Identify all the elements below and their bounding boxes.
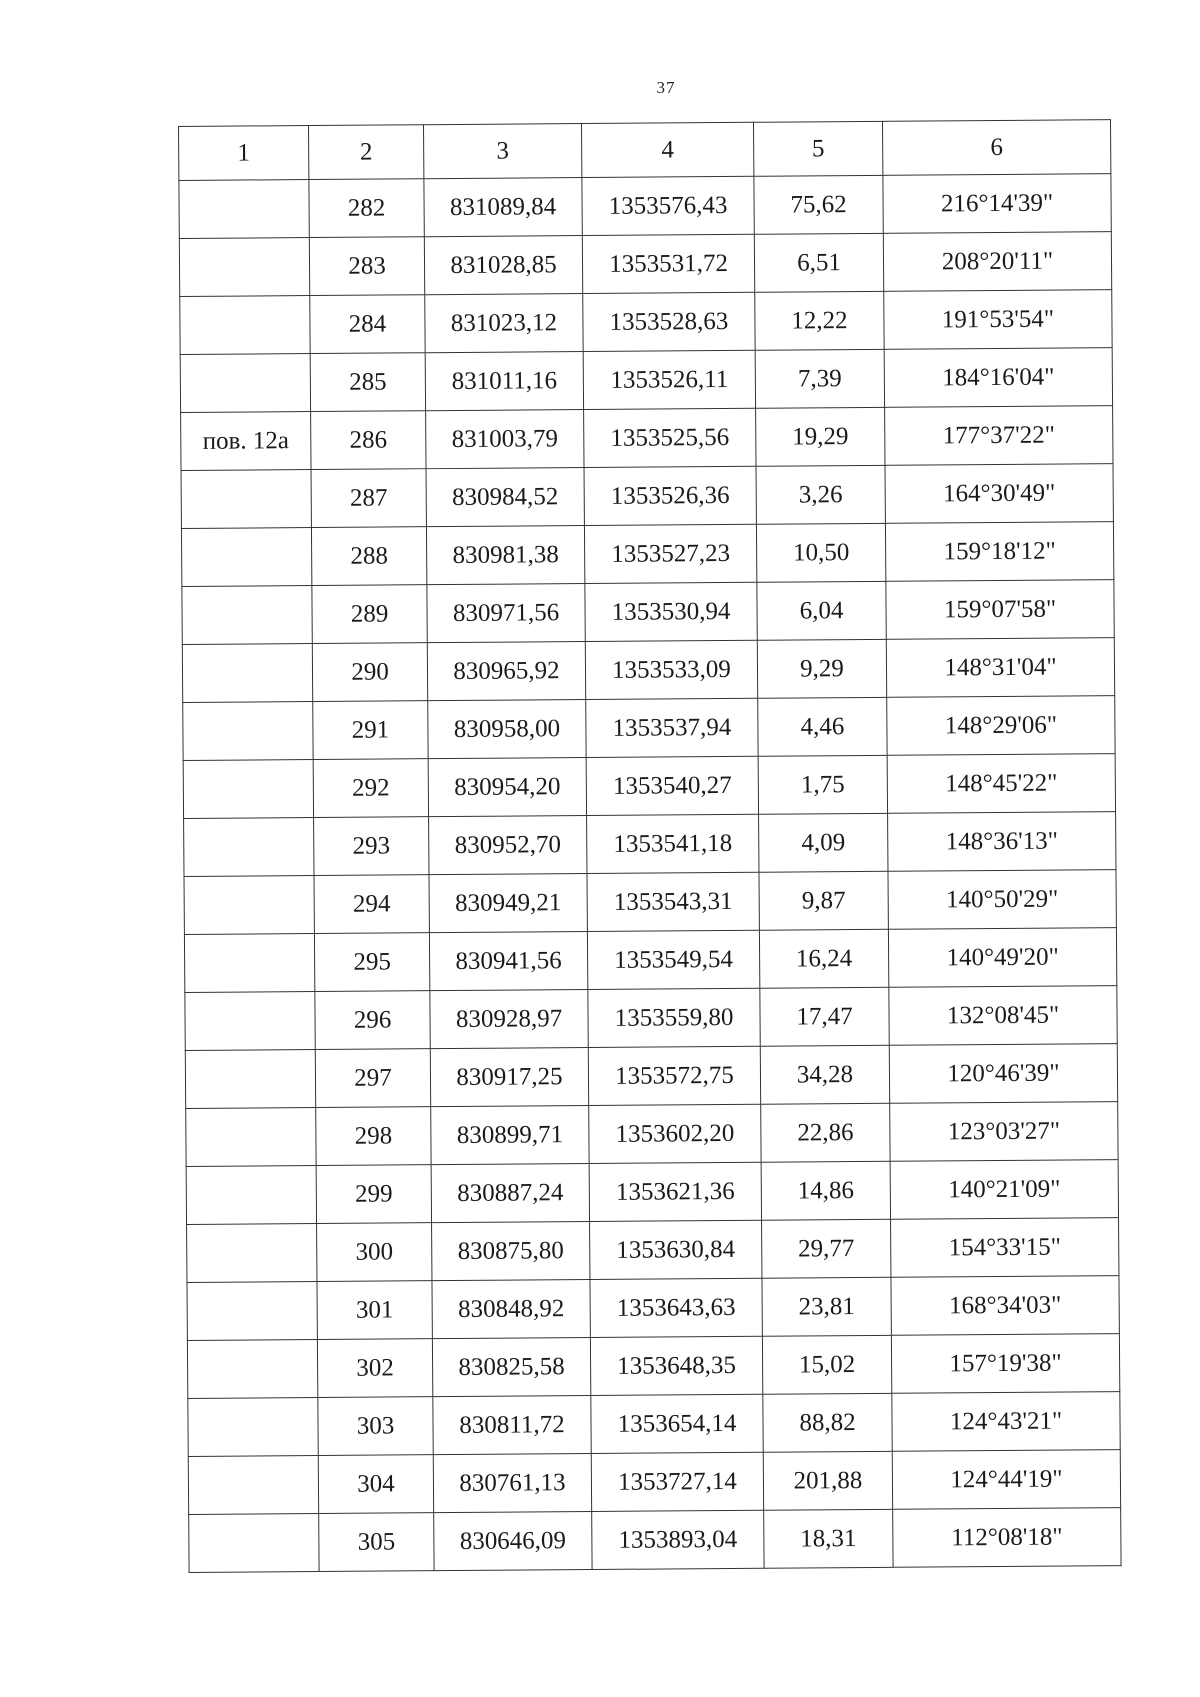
coordinates-table-container [178,119,1121,1573]
bearing-cell: 148°29'06" [887,696,1115,756]
page-number: 37 [656,78,676,97]
column-header: 1 [179,126,309,181]
y-coordinate-cell: 1353654,14 [591,1394,763,1453]
point-number-cell: 296 [315,991,430,1050]
bearing-cell: 157°19'38" [891,1334,1119,1394]
table-row [182,638,1114,703]
point-number-cell: 285 [310,353,425,412]
turn-label-cell [186,1108,316,1167]
x-coordinate-cell: 830928,97 [430,990,588,1049]
x-coordinate-cell: 830761,13 [433,1454,591,1513]
point-number-cell: 299 [316,1165,431,1224]
y-coordinate-cell: 1353572,75 [588,1046,760,1105]
point-number-cell: 284 [310,295,425,354]
distance-cell: 16,24 [759,929,888,988]
bearing-cell: 164°30'49" [885,464,1113,524]
y-coordinate-cell: 1353541,18 [587,814,759,873]
point-number-cell: 304 [318,1455,433,1514]
bearing-cell: 191°53'54" [884,290,1112,350]
table-header-row [179,120,1111,181]
point-number-cell: 300 [317,1223,432,1282]
table-row [180,290,1112,355]
x-coordinate-cell: 830887,24 [431,1164,589,1223]
y-coordinate-cell: 1353528,63 [583,292,755,351]
table-row [184,870,1116,935]
y-coordinate-cell: 1353549,54 [587,930,759,989]
distance-cell: 23,81 [762,1277,891,1336]
table-row [182,580,1114,645]
distance-cell: 201,88 [763,1451,892,1510]
point-number-cell: 293 [314,817,429,876]
x-coordinate-cell: 830981,38 [426,526,584,585]
coordinates-table [178,119,1122,1573]
distance-cell: 12,22 [755,291,884,350]
y-coordinate-cell: 1353526,11 [583,350,755,409]
distance-cell: 4,09 [759,813,888,872]
x-coordinate-cell: 830949,21 [429,874,587,933]
table-row [181,464,1113,529]
table-row [186,1160,1118,1225]
bearing-cell: 140°21'09" [890,1160,1118,1220]
y-coordinate-cell: 1353576,43 [582,176,754,235]
turn-label-cell [187,1340,317,1399]
point-number-cell: 283 [309,237,424,296]
table-row [181,522,1113,587]
point-number-cell: 287 [311,469,426,528]
point-number-cell: 286 [311,411,426,470]
x-coordinate-cell: 831023,12 [425,294,583,353]
table-row [184,812,1116,877]
bearing-cell: 159°07'58" [886,580,1114,640]
distance-cell: 1,75 [758,755,887,814]
table-row [187,1218,1119,1283]
turn-label-cell [179,180,309,239]
distance-cell: 29,77 [762,1219,891,1278]
x-coordinate-cell: 830825,58 [432,1338,590,1397]
bearing-cell: 148°45'22" [887,754,1115,814]
turn-label-cell [189,1514,319,1573]
distance-cell: 14,86 [761,1161,890,1220]
table-row [181,406,1113,471]
table-row [186,1102,1118,1167]
table-row [188,1450,1120,1515]
bearing-cell: 124°43'21" [892,1392,1120,1452]
y-coordinate-cell: 1353893,04 [592,1510,764,1569]
bearing-cell: 124°44'19" [892,1450,1120,1510]
x-coordinate-cell: 831028,85 [424,236,582,295]
column-header: 2 [309,125,424,180]
y-coordinate-cell: 1353537,94 [586,698,758,757]
x-coordinate-cell: 830958,00 [428,700,586,759]
turn-label-cell [187,1224,317,1283]
bearing-cell: 132°08'45" [889,986,1117,1046]
y-coordinate-cell: 1353543,31 [587,872,759,931]
table-row [179,174,1111,239]
y-coordinate-cell: 1353531,72 [582,234,754,293]
column-header: 5 [753,121,882,176]
point-number-cell: 297 [315,1049,430,1108]
x-coordinate-cell: 831003,79 [426,410,584,469]
turn-label-cell [188,1456,318,1515]
turn-label-cell: пов. 12а [181,412,311,471]
table-row [183,696,1115,761]
x-coordinate-cell: 830899,71 [431,1106,589,1165]
y-coordinate-cell: 1353643,63 [590,1278,762,1337]
x-coordinate-cell: 830917,25 [430,1048,588,1107]
point-number-cell: 295 [314,933,429,992]
turn-label-cell [185,1050,315,1109]
turn-label-cell [186,1166,316,1225]
distance-cell: 88,82 [763,1393,892,1452]
distance-cell: 6,51 [754,233,883,292]
distance-cell: 9,29 [757,639,886,698]
bearing-cell: 216°14'39" [883,174,1111,234]
x-coordinate-cell: 830875,80 [432,1222,590,1281]
table-row [188,1392,1120,1457]
bearing-cell: 140°49'20" [888,928,1116,988]
point-number-cell: 291 [313,701,428,760]
point-number-cell: 292 [313,759,428,818]
bearing-cell: 140°50'29" [888,870,1116,930]
point-number-cell: 282 [309,179,424,238]
y-coordinate-cell: 1353630,84 [590,1220,762,1279]
distance-cell: 34,28 [760,1045,889,1104]
bearing-cell: 148°31'04" [886,638,1114,698]
x-coordinate-cell: 830811,72 [433,1396,591,1455]
x-coordinate-cell: 830941,56 [429,932,587,991]
turn-label-cell [183,760,313,819]
distance-cell: 18,31 [764,1509,893,1568]
y-coordinate-cell: 1353526,36 [584,466,756,525]
x-coordinate-cell: 830848,92 [432,1280,590,1339]
table-row [183,754,1115,819]
distance-cell: 75,62 [754,175,883,234]
table-row [189,1508,1121,1573]
turn-label-cell [188,1398,318,1457]
point-number-cell: 301 [317,1281,432,1340]
point-number-cell: 298 [316,1107,431,1166]
y-coordinate-cell: 1353727,14 [591,1452,763,1511]
column-header: 6 [882,120,1110,176]
point-number-cell: 288 [311,527,426,586]
bearing-cell: 120°46'39" [889,1044,1117,1104]
point-number-cell: 290 [312,643,427,702]
table-row [180,348,1112,413]
table-row [187,1334,1119,1399]
x-coordinate-cell: 830984,52 [426,468,584,527]
turn-label-cell [181,470,311,529]
table-row [179,232,1111,297]
x-coordinate-cell: 830952,70 [429,816,587,875]
turn-label-cell [184,818,314,877]
bearing-cell: 154°33'15" [891,1218,1119,1278]
y-coordinate-cell: 1353540,27 [586,756,758,815]
bearing-cell: 168°34'03" [891,1276,1119,1336]
y-coordinate-cell: 1353602,20 [589,1104,761,1163]
point-number-cell: 303 [318,1397,433,1456]
turn-label-cell [187,1282,317,1341]
x-coordinate-cell: 830965,92 [427,642,585,701]
bearing-cell: 159°18'12" [885,522,1113,582]
y-coordinate-cell: 1353533,09 [585,640,757,699]
table-row [187,1276,1119,1341]
turn-label-cell [180,354,310,413]
x-coordinate-cell: 830971,56 [427,584,585,643]
turn-label-cell [184,876,314,935]
bearing-cell: 148°36'13" [888,812,1116,872]
point-number-cell: 305 [319,1513,434,1572]
distance-cell: 4,46 [758,697,887,756]
distance-cell: 19,29 [756,407,885,466]
turn-label-cell [184,934,314,993]
point-number-cell: 302 [317,1339,432,1398]
y-coordinate-cell: 1353559,80 [588,988,760,1047]
bearing-cell: 177°37'22" [885,406,1113,466]
y-coordinate-cell: 1353525,56 [584,408,756,467]
table-row [185,986,1117,1051]
distance-cell: 7,39 [755,349,884,408]
distance-cell: 17,47 [760,987,889,1046]
point-number-cell: 294 [314,875,429,934]
turn-label-cell [182,644,312,703]
distance-cell: 3,26 [756,465,885,524]
distance-cell: 9,87 [759,871,888,930]
x-coordinate-cell: 830646,09 [434,1512,592,1571]
column-header: 3 [423,124,581,179]
bearing-cell: 208°20'11" [883,232,1111,292]
column-header: 4 [581,122,753,177]
point-number-cell: 289 [312,585,427,644]
bearing-cell: 112°08'18" [893,1508,1121,1568]
y-coordinate-cell: 1353527,23 [584,524,756,583]
x-coordinate-cell: 831011,16 [425,352,583,411]
table-row [184,928,1116,993]
table-row [185,1044,1117,1109]
x-coordinate-cell: 831089,84 [424,178,582,237]
distance-cell: 6,04 [757,581,886,640]
distance-cell: 22,86 [761,1103,890,1162]
turn-label-cell [179,238,309,297]
distance-cell: 15,02 [762,1335,891,1394]
x-coordinate-cell: 830954,20 [428,758,586,817]
distance-cell: 10,50 [756,523,885,582]
y-coordinate-cell: 1353621,36 [589,1162,761,1221]
turn-label-cell [183,702,313,761]
y-coordinate-cell: 1353648,35 [590,1336,762,1395]
turn-label-cell [182,586,312,645]
turn-label-cell [185,992,315,1051]
y-coordinate-cell: 1353530,94 [585,582,757,641]
turn-label-cell [181,528,311,587]
bearing-cell: 184°16'04" [884,348,1112,408]
bearing-cell: 123°03'27" [890,1102,1118,1162]
turn-label-cell [180,296,310,355]
